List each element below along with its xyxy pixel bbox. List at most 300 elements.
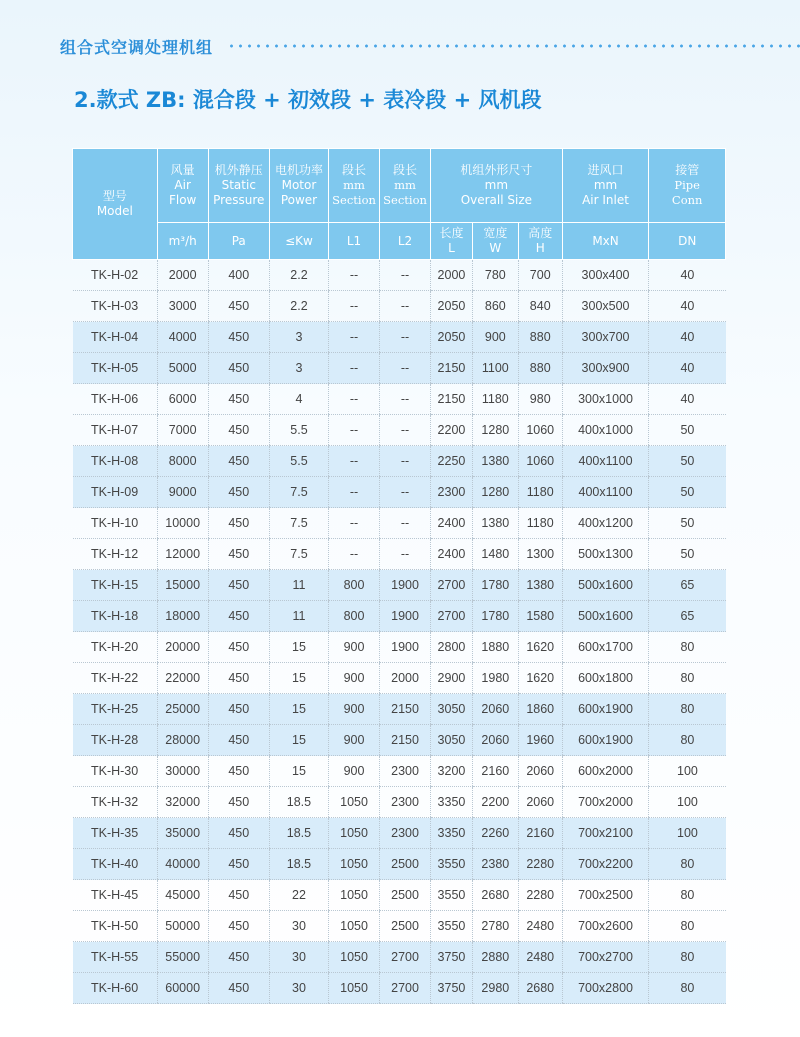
cell-pressure: 450 bbox=[208, 415, 269, 446]
cell-length: 2200 bbox=[431, 415, 473, 446]
cell-model: TK-H-18 bbox=[73, 601, 158, 632]
table-row bbox=[73, 508, 726, 539]
table-body bbox=[73, 260, 726, 1004]
cell-pipe: 50 bbox=[649, 477, 726, 508]
cell-height: 1860 bbox=[518, 694, 562, 725]
cell-inlet: 700x2100 bbox=[562, 818, 649, 849]
cell-model: TK-H-32 bbox=[73, 787, 158, 818]
cell-length: 3350 bbox=[431, 818, 473, 849]
cell-height: 1180 bbox=[518, 477, 562, 508]
cell-height: 2060 bbox=[518, 787, 562, 818]
cell-length: 2000 bbox=[431, 260, 473, 291]
cell-length: 3750 bbox=[431, 973, 473, 1004]
cell-length: 3550 bbox=[431, 911, 473, 942]
cell-pressure: 450 bbox=[208, 570, 269, 601]
cell-power: 18.5 bbox=[269, 849, 328, 880]
cell-width: 2200 bbox=[472, 787, 518, 818]
cell-model: TK-H-50 bbox=[73, 911, 158, 942]
cell-model: TK-H-04 bbox=[73, 322, 158, 353]
cell-pipe: 80 bbox=[649, 725, 726, 756]
cell-l1: 800 bbox=[329, 570, 380, 601]
header-model-en: Model bbox=[96, 204, 133, 218]
header-model bbox=[73, 149, 158, 260]
unit-power: ≤Kw bbox=[269, 223, 328, 260]
table-row bbox=[73, 415, 726, 446]
cell-pressure: 450 bbox=[208, 663, 269, 694]
cell-width: 1780 bbox=[472, 570, 518, 601]
cell-l2: 2700 bbox=[380, 942, 431, 973]
cell-l2: -- bbox=[380, 353, 431, 384]
cell-power: 2.2 bbox=[269, 291, 328, 322]
cell-l2: 2150 bbox=[380, 725, 431, 756]
cell-width: 1180 bbox=[472, 384, 518, 415]
cell-inlet: 700x2600 bbox=[562, 911, 649, 942]
header-l2-cn: 段长 bbox=[393, 163, 418, 177]
header-air-inlet bbox=[562, 149, 649, 223]
cell-width: 900 bbox=[472, 322, 518, 353]
cell-pipe: 80 bbox=[649, 849, 726, 880]
cell-inlet: 500x1600 bbox=[562, 570, 649, 601]
header-overall-en: Overall Size bbox=[460, 193, 533, 207]
cell-l1: -- bbox=[329, 415, 380, 446]
table-row bbox=[73, 570, 726, 601]
cell-pipe: 80 bbox=[649, 911, 726, 942]
cell-power: 4 bbox=[269, 384, 328, 415]
cell-pressure: 450 bbox=[208, 818, 269, 849]
cell-airflow: 10000 bbox=[157, 508, 208, 539]
header-pressure-en2: Pressure bbox=[213, 193, 265, 207]
cell-l1: 1050 bbox=[329, 787, 380, 818]
cell-height: 1580 bbox=[518, 601, 562, 632]
cell-l2: 2150 bbox=[380, 694, 431, 725]
header-pressure bbox=[208, 149, 269, 223]
cell-width: 2260 bbox=[472, 818, 518, 849]
cell-airflow: 2000 bbox=[157, 260, 208, 291]
header-section-l2 bbox=[380, 149, 431, 223]
cell-model: TK-H-03 bbox=[73, 291, 158, 322]
cell-width: 780 bbox=[472, 260, 518, 291]
cell-pipe: 40 bbox=[649, 291, 726, 322]
cell-width: 1280 bbox=[472, 477, 518, 508]
cell-model: TK-H-06 bbox=[73, 384, 158, 415]
cell-airflow: 40000 bbox=[157, 849, 208, 880]
cell-l1: -- bbox=[329, 508, 380, 539]
cell-height: 2280 bbox=[518, 849, 562, 880]
cell-l1: 1050 bbox=[329, 849, 380, 880]
cell-height: 880 bbox=[518, 322, 562, 353]
table-row bbox=[73, 880, 726, 911]
cell-length: 3050 bbox=[431, 694, 473, 725]
cell-length: 2800 bbox=[431, 632, 473, 663]
cell-model: TK-H-02 bbox=[73, 260, 158, 291]
header-l1-cn: 段长 bbox=[342, 163, 367, 177]
spec-table-container bbox=[72, 148, 726, 1004]
header-power-en2: Power bbox=[280, 193, 318, 207]
cell-power: 2.2 bbox=[269, 260, 328, 291]
cell-airflow: 9000 bbox=[157, 477, 208, 508]
cell-inlet: 400x1200 bbox=[562, 508, 649, 539]
cell-pressure: 400 bbox=[208, 260, 269, 291]
header-pipe-en2: Conn bbox=[671, 193, 703, 207]
cell-width: 2980 bbox=[472, 973, 518, 1004]
unit-width-en: W bbox=[489, 241, 502, 255]
cell-pressure: 450 bbox=[208, 756, 269, 787]
table-row bbox=[73, 446, 726, 477]
cell-length: 2400 bbox=[431, 539, 473, 570]
cell-width: 1280 bbox=[472, 415, 518, 446]
cell-pressure: 450 bbox=[208, 384, 269, 415]
cell-pipe: 65 bbox=[649, 601, 726, 632]
header-power-en1: Motor bbox=[281, 178, 317, 192]
table-row bbox=[73, 787, 726, 818]
cell-l1: -- bbox=[329, 291, 380, 322]
cell-airflow: 5000 bbox=[157, 353, 208, 384]
cell-model: TK-H-15 bbox=[73, 570, 158, 601]
cell-inlet: 300x700 bbox=[562, 322, 649, 353]
cell-l2: 1900 bbox=[380, 601, 431, 632]
cell-width: 2680 bbox=[472, 880, 518, 911]
cell-l1: 1050 bbox=[329, 973, 380, 1004]
cell-l2: -- bbox=[380, 539, 431, 570]
cell-model: TK-H-60 bbox=[73, 973, 158, 1004]
cell-model: TK-H-28 bbox=[73, 725, 158, 756]
cell-power: 15 bbox=[269, 632, 328, 663]
cell-power: 11 bbox=[269, 570, 328, 601]
cell-l1: -- bbox=[329, 477, 380, 508]
unit-length-en: L bbox=[448, 241, 455, 255]
cell-power: 15 bbox=[269, 663, 328, 694]
cell-l1: 1050 bbox=[329, 880, 380, 911]
cell-l2: -- bbox=[380, 446, 431, 477]
cell-pipe: 80 bbox=[649, 663, 726, 694]
cell-airflow: 4000 bbox=[157, 322, 208, 353]
cell-model: TK-H-45 bbox=[73, 880, 158, 911]
header-overall-cn: 机组外形尺寸 bbox=[460, 163, 533, 177]
brand-title: 组合式空调处理机组 bbox=[60, 37, 214, 57]
cell-airflow: 20000 bbox=[157, 632, 208, 663]
table-row bbox=[73, 632, 726, 663]
cell-inlet: 300x400 bbox=[562, 260, 649, 291]
cell-height: 1060 bbox=[518, 446, 562, 477]
cell-pipe: 80 bbox=[649, 880, 726, 911]
header-pressure-en1: Static bbox=[221, 178, 256, 192]
cell-l1: 900 bbox=[329, 725, 380, 756]
cell-height: 1960 bbox=[518, 725, 562, 756]
cell-height: 2160 bbox=[518, 818, 562, 849]
cell-pipe: 50 bbox=[649, 508, 726, 539]
table-row bbox=[73, 973, 726, 1004]
cell-inlet: 700x2700 bbox=[562, 942, 649, 973]
cell-l1: -- bbox=[329, 322, 380, 353]
cell-l1: -- bbox=[329, 539, 380, 570]
cell-airflow: 15000 bbox=[157, 570, 208, 601]
table-row bbox=[73, 477, 726, 508]
unit-height-cn: 高度 bbox=[528, 226, 553, 240]
dotted-divider bbox=[227, 44, 800, 48]
cell-airflow: 28000 bbox=[157, 725, 208, 756]
cell-pressure: 450 bbox=[208, 322, 269, 353]
header-l2-unit: mm bbox=[394, 178, 416, 192]
table-row bbox=[73, 756, 726, 787]
cell-width: 1380 bbox=[472, 508, 518, 539]
cell-pressure: 450 bbox=[208, 725, 269, 756]
cell-l1: 1050 bbox=[329, 818, 380, 849]
cell-l2: -- bbox=[380, 260, 431, 291]
header-airflow bbox=[157, 149, 208, 223]
cell-power: 3 bbox=[269, 322, 328, 353]
cell-airflow: 25000 bbox=[157, 694, 208, 725]
cell-power: 18.5 bbox=[269, 818, 328, 849]
cell-pressure: 450 bbox=[208, 508, 269, 539]
cell-pipe: 50 bbox=[649, 415, 726, 446]
table-row bbox=[73, 539, 726, 570]
cell-airflow: 22000 bbox=[157, 663, 208, 694]
cell-width: 2060 bbox=[472, 725, 518, 756]
cell-length: 2900 bbox=[431, 663, 473, 694]
header-inlet-unit: mm bbox=[593, 178, 618, 192]
unit-width bbox=[472, 223, 518, 260]
cell-airflow: 32000 bbox=[157, 787, 208, 818]
cell-pressure: 450 bbox=[208, 477, 269, 508]
cell-length: 3550 bbox=[431, 880, 473, 911]
cell-power: 22 bbox=[269, 880, 328, 911]
table-row bbox=[73, 849, 726, 880]
cell-l2: 2000 bbox=[380, 663, 431, 694]
cell-length: 2150 bbox=[431, 384, 473, 415]
cell-power: 15 bbox=[269, 756, 328, 787]
cell-pressure: 450 bbox=[208, 942, 269, 973]
cell-inlet: 700x2500 bbox=[562, 880, 649, 911]
cell-length: 2700 bbox=[431, 570, 473, 601]
cell-airflow: 7000 bbox=[157, 415, 208, 446]
cell-l2: 2500 bbox=[380, 849, 431, 880]
cell-length: 3050 bbox=[431, 725, 473, 756]
cell-pipe: 40 bbox=[649, 384, 726, 415]
cell-inlet: 600x2000 bbox=[562, 756, 649, 787]
unit-pressure: Pa bbox=[208, 223, 269, 260]
cell-inlet: 700x2000 bbox=[562, 787, 649, 818]
cell-width: 1780 bbox=[472, 601, 518, 632]
cell-power: 30 bbox=[269, 973, 328, 1004]
cell-airflow: 60000 bbox=[157, 973, 208, 1004]
cell-airflow: 8000 bbox=[157, 446, 208, 477]
header-l1-en: Section bbox=[332, 193, 376, 207]
cell-height: 1380 bbox=[518, 570, 562, 601]
cell-l1: 1050 bbox=[329, 911, 380, 942]
header-power-cn: 电机功率 bbox=[274, 163, 323, 177]
cell-length: 3350 bbox=[431, 787, 473, 818]
cell-width: 2880 bbox=[472, 942, 518, 973]
cell-inlet: 400x1000 bbox=[562, 415, 649, 446]
cell-inlet: 600x1700 bbox=[562, 632, 649, 663]
cell-l2: 2700 bbox=[380, 973, 431, 1004]
cell-pipe: 80 bbox=[649, 632, 726, 663]
cell-pipe: 50 bbox=[649, 539, 726, 570]
cell-airflow: 6000 bbox=[157, 384, 208, 415]
cell-l2: 2500 bbox=[380, 911, 431, 942]
cell-width: 1100 bbox=[472, 353, 518, 384]
cell-length: 2300 bbox=[431, 477, 473, 508]
cell-l1: -- bbox=[329, 384, 380, 415]
header-airflow-en2: Flow bbox=[168, 193, 197, 207]
cell-model: TK-H-09 bbox=[73, 477, 158, 508]
header-l1-unit: mm bbox=[343, 178, 365, 192]
cell-power: 7.5 bbox=[269, 539, 328, 570]
cell-length: 3750 bbox=[431, 942, 473, 973]
table-row bbox=[73, 260, 726, 291]
cell-height: 1180 bbox=[518, 508, 562, 539]
cell-l1: 900 bbox=[329, 632, 380, 663]
cell-inlet: 600x1900 bbox=[562, 725, 649, 756]
table-row bbox=[73, 694, 726, 725]
cell-pipe: 80 bbox=[649, 973, 726, 1004]
cell-height: 840 bbox=[518, 291, 562, 322]
cell-pressure: 450 bbox=[208, 911, 269, 942]
cell-width: 2160 bbox=[472, 756, 518, 787]
header-power bbox=[269, 149, 328, 223]
header-airflow-en1: Air bbox=[174, 178, 191, 192]
cell-length: 2050 bbox=[431, 291, 473, 322]
cell-pressure: 450 bbox=[208, 539, 269, 570]
cell-power: 11 bbox=[269, 601, 328, 632]
table-row bbox=[73, 818, 726, 849]
cell-airflow: 12000 bbox=[157, 539, 208, 570]
cell-pipe: 80 bbox=[649, 694, 726, 725]
unit-airflow: m³/h bbox=[157, 223, 208, 260]
cell-pipe: 100 bbox=[649, 818, 726, 849]
table-row bbox=[73, 725, 726, 756]
cell-inlet: 300x900 bbox=[562, 353, 649, 384]
cell-inlet: 300x500 bbox=[562, 291, 649, 322]
cell-width: 2060 bbox=[472, 694, 518, 725]
cell-length: 2050 bbox=[431, 322, 473, 353]
cell-height: 2480 bbox=[518, 911, 562, 942]
cell-width: 2780 bbox=[472, 911, 518, 942]
cell-model: TK-H-25 bbox=[73, 694, 158, 725]
cell-airflow: 50000 bbox=[157, 911, 208, 942]
cell-inlet: 300x1000 bbox=[562, 384, 649, 415]
cell-height: 1620 bbox=[518, 663, 562, 694]
cell-model: TK-H-12 bbox=[73, 539, 158, 570]
cell-power: 5.5 bbox=[269, 446, 328, 477]
cell-height: 2680 bbox=[518, 973, 562, 1004]
cell-pipe: 100 bbox=[649, 787, 726, 818]
cell-inlet: 700x2800 bbox=[562, 973, 649, 1004]
header-inlet-en: Air Inlet bbox=[582, 193, 629, 207]
cell-model: TK-H-35 bbox=[73, 818, 158, 849]
cell-model: TK-H-08 bbox=[73, 446, 158, 477]
cell-inlet: 600x1900 bbox=[562, 694, 649, 725]
cell-height: 980 bbox=[518, 384, 562, 415]
header-pressure-cn: 机外静压 bbox=[214, 163, 263, 177]
cell-pipe: 40 bbox=[649, 260, 726, 291]
cell-pipe: 40 bbox=[649, 322, 726, 353]
cell-pipe: 80 bbox=[649, 942, 726, 973]
unit-height-en: H bbox=[535, 241, 545, 255]
cell-length: 2250 bbox=[431, 446, 473, 477]
unit-inlet: MxN bbox=[562, 223, 649, 260]
cell-pipe: 65 bbox=[649, 570, 726, 601]
cell-airflow: 45000 bbox=[157, 880, 208, 911]
cell-l2: -- bbox=[380, 291, 431, 322]
cell-l2: 2300 bbox=[380, 756, 431, 787]
unit-l1: L1 bbox=[329, 223, 380, 260]
table-row bbox=[73, 911, 726, 942]
cell-power: 30 bbox=[269, 911, 328, 942]
cell-height: 700 bbox=[518, 260, 562, 291]
cell-pressure: 450 bbox=[208, 694, 269, 725]
cell-pipe: 100 bbox=[649, 756, 726, 787]
header-l2-en: Section bbox=[383, 193, 427, 207]
cell-l2: 1900 bbox=[380, 632, 431, 663]
header-overall-unit: mm bbox=[484, 178, 509, 192]
table-row bbox=[73, 291, 726, 322]
spec-table bbox=[72, 148, 726, 1004]
table-row bbox=[73, 322, 726, 353]
unit-length bbox=[431, 223, 473, 260]
header-model-cn: 型号 bbox=[102, 189, 127, 203]
unit-length-cn: 长度 bbox=[439, 226, 464, 240]
cell-width: 1380 bbox=[472, 446, 518, 477]
cell-power: 15 bbox=[269, 694, 328, 725]
cell-l1: 800 bbox=[329, 601, 380, 632]
header-airflow-cn: 风量 bbox=[170, 163, 195, 177]
cell-pressure: 450 bbox=[208, 601, 269, 632]
header-pipe bbox=[649, 149, 726, 223]
table-row bbox=[73, 663, 726, 694]
cell-airflow: 30000 bbox=[157, 756, 208, 787]
cell-model: TK-H-22 bbox=[73, 663, 158, 694]
cell-l2: -- bbox=[380, 384, 431, 415]
cell-height: 1060 bbox=[518, 415, 562, 446]
cell-height: 2480 bbox=[518, 942, 562, 973]
section-title: 2.款式 ZB: 混合段 + 初效段 + 表冷段 + 风机段 bbox=[74, 88, 542, 112]
table-row bbox=[73, 601, 726, 632]
cell-inlet: 500x1600 bbox=[562, 601, 649, 632]
header-overall-size bbox=[431, 149, 563, 223]
cell-height: 880 bbox=[518, 353, 562, 384]
unit-pipe: DN bbox=[649, 223, 726, 260]
unit-width-cn: 宽度 bbox=[483, 226, 508, 240]
cell-power: 5.5 bbox=[269, 415, 328, 446]
cell-pressure: 450 bbox=[208, 880, 269, 911]
cell-pipe: 50 bbox=[649, 446, 726, 477]
cell-l2: -- bbox=[380, 322, 431, 353]
cell-power: 7.5 bbox=[269, 477, 328, 508]
cell-inlet: 400x1100 bbox=[562, 446, 649, 477]
cell-model: TK-H-30 bbox=[73, 756, 158, 787]
cell-l2: 1900 bbox=[380, 570, 431, 601]
cell-inlet: 700x2200 bbox=[562, 849, 649, 880]
cell-l2: 2300 bbox=[380, 787, 431, 818]
cell-model: TK-H-55 bbox=[73, 942, 158, 973]
cell-height: 2060 bbox=[518, 756, 562, 787]
cell-l2: -- bbox=[380, 508, 431, 539]
cell-l2: 2500 bbox=[380, 880, 431, 911]
cell-length: 2400 bbox=[431, 508, 473, 539]
cell-pipe: 40 bbox=[649, 353, 726, 384]
cell-width: 860 bbox=[472, 291, 518, 322]
cell-airflow: 35000 bbox=[157, 818, 208, 849]
cell-l1: 900 bbox=[329, 663, 380, 694]
cell-length: 3200 bbox=[431, 756, 473, 787]
unit-height bbox=[518, 223, 562, 260]
cell-inlet: 400x1100 bbox=[562, 477, 649, 508]
cell-pressure: 450 bbox=[208, 787, 269, 818]
cell-model: TK-H-05 bbox=[73, 353, 158, 384]
cell-model: TK-H-07 bbox=[73, 415, 158, 446]
cell-power: 7.5 bbox=[269, 508, 328, 539]
